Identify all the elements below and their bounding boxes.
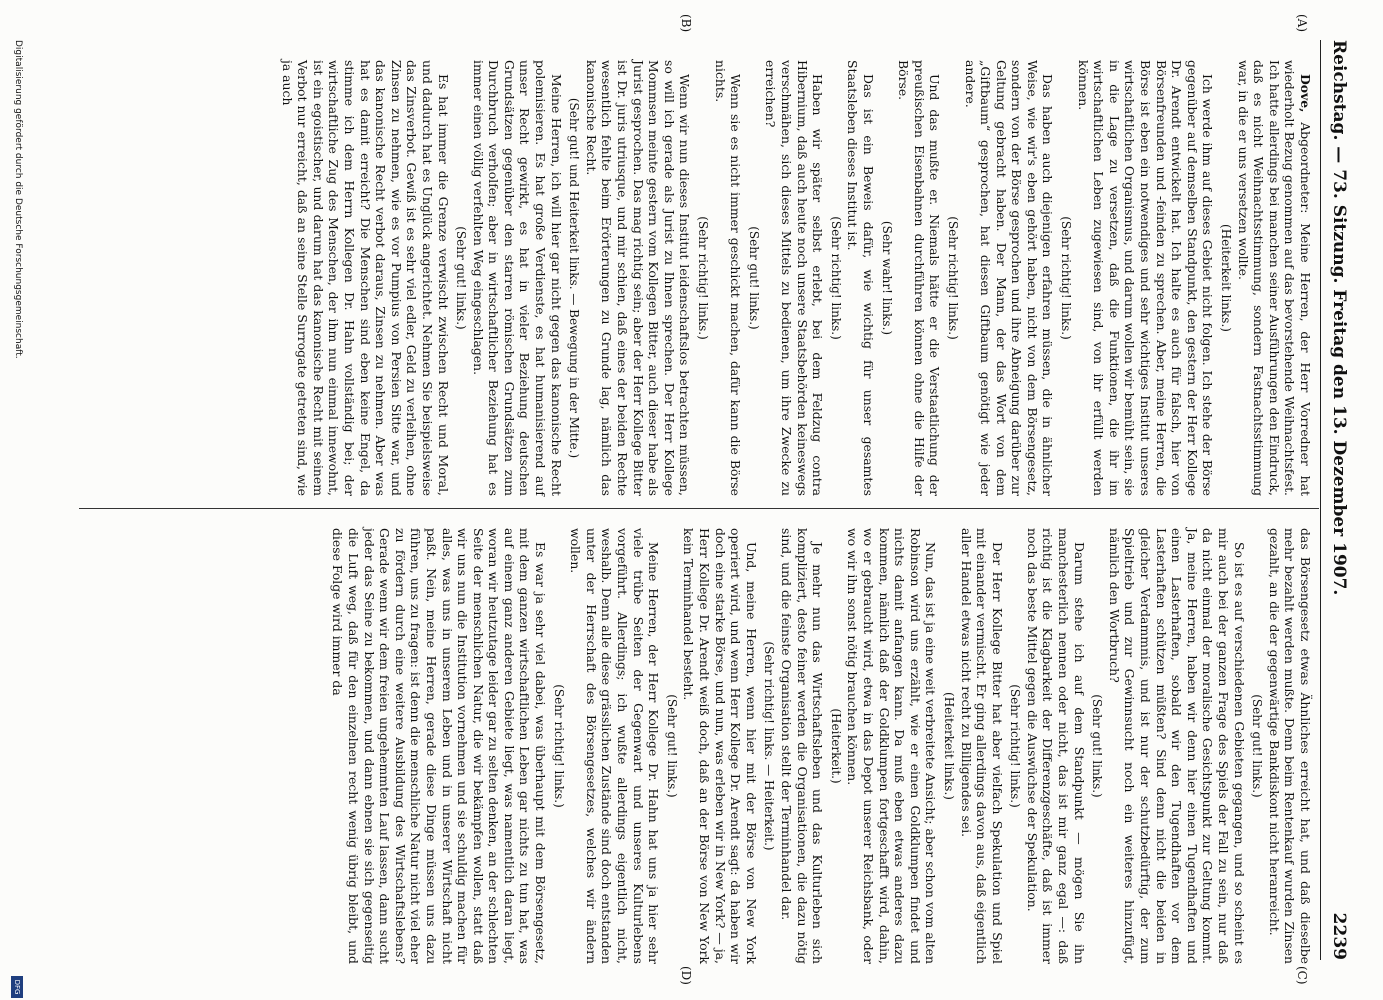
paragraph-text: Je mehr nun das Wirtschaftsleben und das Kulturleben sich kompliziert, desto feiner werden die Organisationen, die dazu nötig sind, und die feinste Organisation stellt der Terminhandel dar.: [779, 528, 826, 964]
left-column: [277, 60, 1313, 496]
interjection: (Sehr richtig! links.): [1059, 216, 1074, 340]
paragraph: [1266, 528, 1313, 964]
paragraph: [962, 60, 1056, 496]
page-header: [1323, 40, 1349, 960]
right-column: [328, 528, 1313, 964]
paragraph-text: Ich werde ihm auf dieses Gebiet nicht folgen. Ich stehe der Börse gegenüber auf demselben Standpunkt, den gestern der Herr Kollege Dr. Arendt entwickelt hat. Ich halte es auch für falsch, hier von Börsenfreunden und -feinden zu sprechen. Aber, meine Herren, die Börse ist eben ein notwendiges und sehr wichtiges Institut unseres wirtschaftlichen Organismus, und darum wollen wir bemüht sein, sie in die Lage zu versetzen, daß die Funktionen, die ihr im wirtschaftlichen Leben zugewiesen sind, von ihr erfüllt werden können.: [1075, 60, 1216, 496]
paragraph: [845, 60, 876, 496]
paragraph-text: Und das mußte er. Niemals hätte er die Verstaatlichung der preußischen Eisenbahnen durchführen können ohne die Hilfe der Börse.: [896, 60, 943, 496]
digitization-credit: Digitalisierung gefördert durch die Deutsche Forschungsgemeinschaft.: [13, 40, 23, 359]
interjection: (Sehr gut! links.): [1250, 694, 1265, 798]
paragraph: [330, 528, 548, 964]
paragraph-text: Das ist ein Beweis dafür, wie wichtig für unser gesamtes Staatsleben dieses Institut ist.: [845, 60, 876, 496]
paragraph: [712, 60, 743, 496]
paragraph: [1106, 528, 1246, 964]
column-divider: [79, 508, 1319, 509]
paragraph-text: Der Herr Kollege Bitter hat aber vielfach Spekulation und Spiel mit einander vermischt. Er ging allerdings davon aus, daß eigentlich aller Handel etwas nicht recht zu Billigendes sei.: [958, 528, 1005, 964]
paragraph: [1075, 60, 1215, 496]
interjection: (Sehr gut! links.): [454, 226, 469, 330]
interjection: (Sehr gut! links.): [664, 694, 679, 798]
interjection: (Heiterkeit.): [828, 708, 843, 784]
margin-mark-d: (D): [679, 966, 693, 985]
interjection: (Sehr richtig! links.): [551, 684, 566, 808]
paragraph: [763, 60, 825, 496]
paragraph-text: Meine Herren, ich will hier gar nicht gegen das kanonische Recht polemisieren. Es hat große Verdienste, es hat humanisierend auf unser Recht gewirkt, es hat in vieler Beziehung deutschen Grundsätzen gegenüber den starren römischen Grundsätzen zum Durchbruch verholfen; aber in wirtschaftlicher Beziehung hat es immer einen völlig verfehlten Weg eingeschlagen.: [470, 60, 564, 496]
paragraph-text: Wenn wir nun dieses Institut leidenschaftslos betrachten müssen, so will ich gerade als Jurist zu Ihnen sprechen. Der Herr Kollege Mommsen meinte gestern vom Kollegen Bitter, auch dieser habe als Jurist gesprochen. Das mag richtig sein; aber der Herr Kollege Bitter ist Dr. juris utriusque, und mir schien, daß eines der beiden Rechte wesentlich fehlte beim Erörterungen zu Grunde lag, nämlich das kanonische Recht.: [583, 60, 693, 496]
paragraph-text: Nun, das ist ja eine weit verbreitete Ansicht; aber schon vom alten Robinson wird uns erzählt, wie er einen Goldklumpen findet und nichts damit anfangen kann. Da muß eben etwas anderes dazu kommen, nämlich daß der Goldklumpen fortgeschafft wird, dahin, wo er gebraucht wird, etwa in das Depot unserer Reichsbank, oder wo wir ihn sonst nötig brauchen können.: [845, 528, 939, 964]
paragraph: [568, 528, 662, 964]
interjection: (Heiterkeit links.): [1219, 224, 1234, 332]
speaker-name: Dove,: [1298, 74, 1313, 113]
paragraph-text: Das haben auch diejenigen erfahren müssen, die in ähnlicher Weise, wie wir's eben gehört haben, nicht von dem Börsengesetz, sondern von der Börse gesprochen und ihre Abneigung darüber zur Geltung gebracht haben. Der Mann, der das Wort von dem „Giftbaum“ gesprochen, hat diesen Giftbaum genötigt wie jeder andere.: [962, 60, 1056, 496]
interjection: (Sehr richtig! links.): [696, 216, 711, 340]
interjection: (Heiterkeit links.): [941, 692, 956, 800]
interjection: (Sehr richtig! links. — Heiterkeit.): [762, 641, 777, 851]
interjection: (Sehr gut! und Heiterkeit links. — Bewegung in der Mitte.): [567, 97, 582, 459]
interjection: (Sehr gut! links.): [746, 226, 761, 330]
paragraph-text: Und, meine Herren, wenn hier mit der Börse von New York operiert wird, und wenn Herr Kollege Dr. Arendt sagt: da haben wir doch eine starke Börse, und nun, was erleben wir in New York? — ja, Herr Kollege Dr. Arendt weiß doch, daß an der Börse von New York kein Terminhandel besteht.: [681, 528, 759, 964]
interjection: (Sehr gut! links.): [1090, 694, 1105, 798]
paragraph: [896, 60, 943, 496]
paragraph: [583, 60, 692, 496]
paragraph-text: Abgeordneter: Meine Herren, der Herr Vorredner hat wiederholt Bezug genommen auf das bevorstehende Weihnachtsfest. Ich hatte allerdings bei manchen seiner Ausführungen den Eindruck, daß es nicht Weihnachtsstimmung, sondern Fastnachtsstimmung war, in die er uns versetzen wollte.: [1235, 60, 1313, 496]
paragraph-text: Haben wir später selbst erlebt, bei dem Feldzug contra Hibernium, daß auch heute noch unsere Staatsbehörden keineswegs verschmähen, sich dieses Mittels zu bedienen, um ihre Zwecke zu erreichen?: [763, 60, 826, 496]
paragraph: [681, 528, 759, 964]
paragraph: [279, 60, 451, 496]
paragraph: [778, 528, 825, 964]
paragraph: [1024, 528, 1086, 964]
paragraph: [470, 60, 564, 496]
paragraph-text: Darum stehe ich auf dem Standpunkt — mögen Sie ihn manchesterlich nennen oder nicht, das ist mir ganz egal —: daß richtig ist die Klagbarkeit der Differenzgeschäfte, daß ist immer noch das beste Mittel gegen die Auswüchse der Spekulation.: [1024, 528, 1087, 964]
header-rule: [1320, 40, 1321, 960]
dfg-logo: DFG: [11, 976, 23, 998]
interjection: (Sehr wahr! links.): [879, 220, 894, 336]
paragraph-text: Es war ja sehr viel dabei, was überhaupt mit dem Börsengesetz, mit dem ganzen wirtschaftlichen Leben gar nichts zu tun hat, was auf einem ganz anderen Gebiete liegt, was namentlich daran liegt, woran wir heutzutage leider gar zu selten denken, an der schlechten Seite der menschlichen Natur, die wir bekämpfen wollen, statt daß wir uns nun die Institution vornehmen und sie schuldig machen für alles, was uns in unserem Leben und in unserer Wirtschaft nicht paßt. Nein, meine Herren, gerade diese Dinge müssen uns dazu führen, uns zu fragen: ist denn die menschliche Natur nicht viel eher zu fördern durch eine weitere Ausbildung des Wirtschaftslebens? Gerade wenn wir dem freien ungehemmten Lauf lassen, dann sucht jeder das Seine zu bekommen, und dann ebnen sie sich gegenseitig die Luft weg, daß für den einzelnen recht wenig übrig bleibt, und diese Folge wird immer da: [330, 528, 549, 964]
margin-mark-c: (C): [1295, 966, 1309, 985]
paragraph: [845, 528, 939, 964]
paragraph-text: das Börsengesetz etwas Ähnliches erreicht hat, und daß dieselbe mehr bezahlt werden mußte. Denn beim Rentenkauf wurden Zinsen gezahlt, an die der gegenwärtige Bankdiskont nicht heranreicht.: [1266, 528, 1313, 964]
interjection: (Sehr richtig! links.): [828, 216, 843, 340]
paragraph-text: Meine Herren, der Herr Kollege Dr. Hahn hat uns ja hier sehr viele trübe Seiten der Gegenwart und unseres Kulturlebens vorgeführt. Allerdings; ich wußte allerdings eigentlich nicht, weshalb. Denn alle diese grässlichen Zustände sind doch entstanden unter der Herrschaft des Börsengesetzes, welches wir ändern wollen.: [568, 528, 662, 964]
page-number: 2239: [1329, 912, 1349, 960]
paragraph: [958, 528, 1005, 964]
interjection: (Sehr richtig! links.): [1008, 684, 1023, 808]
margin-mark-a: (A): [1295, 14, 1309, 33]
running-title: Reichstag. — 73. Sitzung. Freitag den 13. Dezember 1907.: [1329, 40, 1349, 596]
margin-mark-b: (B): [679, 14, 693, 33]
paragraph: [1235, 60, 1313, 496]
paragraph-text: Wenn sie es nicht immer geschickt machen, dafür kann die Börse nichts.: [712, 60, 744, 496]
paragraph-text: So ist es auf verschiedenen Gebieten gegangen, und so scheint es mir auch bei der ganzen Frage des Spiels der Fall zu sein, nur daß da nicht einmal der moralische Gesichtspunkt zur Geltung kommt. Ja, meine Herren, haben wir denn hier einen Tugendhaften und einen Lasterhaften, sobald wir den Tugendhaften vor dem Lasterhaften schützen müßten? Sind denn nicht die beiden in gleicher Verdammnis, und ist nur der schutzbedürftig, der zum Spieltrieb und zur Gewinnsucht noch ein weiteres hinzufügt, nämlich den Wortbruch?: [1106, 528, 1247, 964]
paragraph-text: Es hat immer die Grenze verwischt zwischen Recht und Moral, und dadurch hat es Unglück angerichtet. Nehmen Sie beispielsweise das Zinsverbot. Gewiß ist es sehr viel edler, Geld zu verleihen, ohne Zinsen zu nehmen, wie es vor Pumpius von Persien Sitte war, und das kanonische Recht verbot daraus, Zinsen zu nehmen. Aber was hat es damit erreicht? Die Menschen sind eben keine Engel, da stimme ich dem Herrn Kollegen Dr. Hahn vollständig bei; der wirtschaftliche Zug des Menschen, der ihm nun einmal innewohnt, ist ein egoistischer, und darum hat das kanonische Recht mit seinem Verbot nur erreicht, daß an seine Stelle Surrogate getreten sind, wie ja auch: [279, 60, 451, 496]
interjection: (Sehr richtig! links.): [945, 216, 960, 340]
